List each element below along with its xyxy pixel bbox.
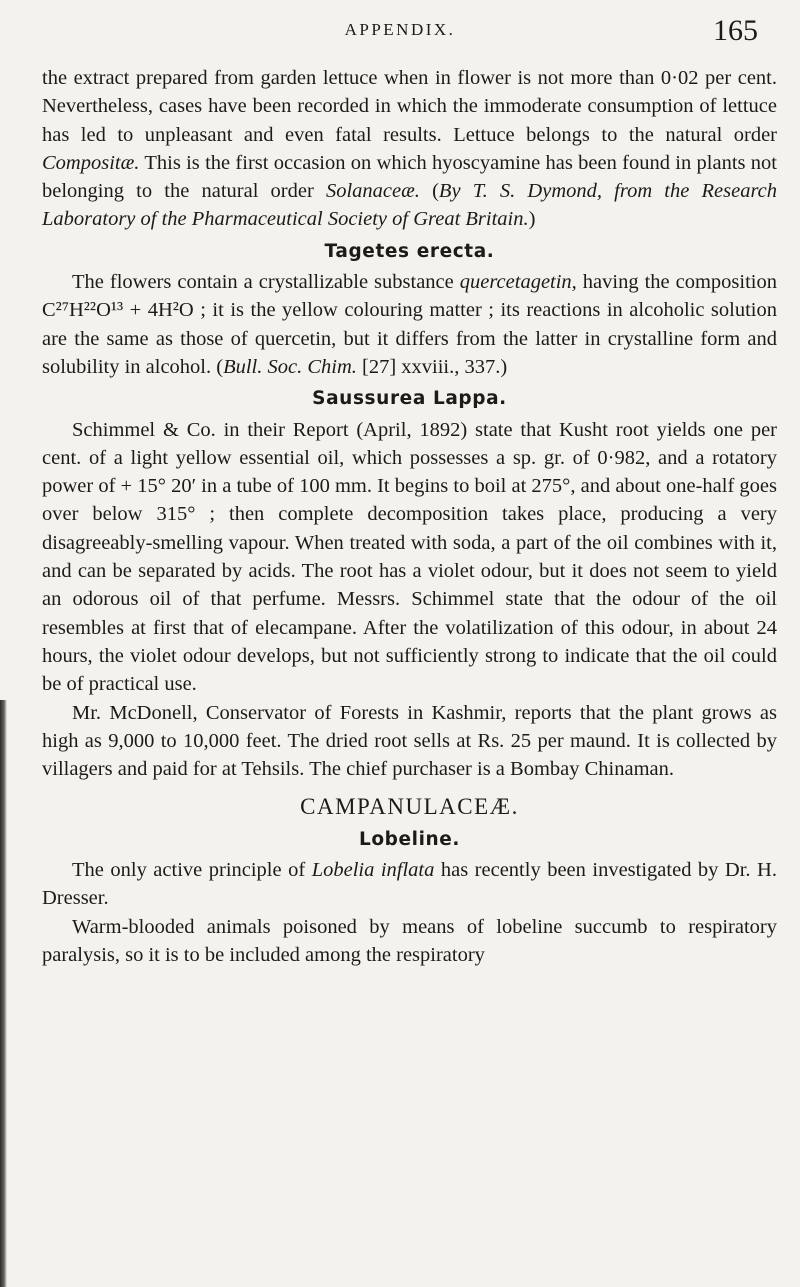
italic-term: Solanaceæ. bbox=[325, 180, 420, 203]
paragraph-text: the extract prepared from garden lettuce when in flower is not more than 0·02 per cent. Nevertheless, cases have been recorded in which the immoderate consumption of lettuce has led to unpleasant and even fatal results. Lettuce belongs to the natural order bbox=[42, 67, 777, 146]
section-title-lobeline: Lobeline. bbox=[358, 828, 461, 850]
section-title-tagetes: Tagetes erecta. bbox=[324, 240, 495, 262]
italic-term: Compositæ. bbox=[42, 151, 140, 174]
running-head: APPENDIX. bbox=[344, 20, 456, 39]
paragraph-text: ) bbox=[528, 208, 536, 231]
citation: By T. S. Dymond, from the Research Laboratory of the Pharmaceutical Society of Great Britain. bbox=[42, 180, 778, 231]
paragraph-text: having the composition C²⁷H²²O¹³ + 4H²O ; it is the yellow colouring matter ; its reactions in alcoholic solution are the same as those of quercetin, but it differs from the latter in crystalline form and solubility in alcohol. ( bbox=[42, 271, 777, 378]
paragraph-text: This is the first occasion on which hyoscyamine has been found in plants not belonging to the natural order bbox=[42, 151, 777, 203]
page-header bbox=[0, 16, 800, 56]
paragraph-text: [27] xxviii., 337.) bbox=[356, 355, 508, 378]
italic-term: Lobelia inflata bbox=[311, 859, 435, 882]
page-body bbox=[42, 64, 777, 969]
paragraph-lettuce bbox=[42, 64, 777, 234]
paragraph-text: The flowers contain a crystallizable substance bbox=[72, 271, 460, 294]
paragraph-lobeline-2: Warm-blooded animals poisoned by means of lobeline succumb to respiratory paralysis, so it is to be included among the respiratory bbox=[42, 915, 777, 966]
citation: Bull. Soc. Chim. bbox=[223, 355, 357, 378]
paragraph-saussurea-2: Mr. McDonell, Conservator of Forests in Kashmir, reports that the plant grows as high as 9,000 to 10,000 feet. The dried root sells at Rs. 25 per maund. It is collected by villagers and paid for at Tehsils. The chief purchaser is a Bombay Chinaman. bbox=[42, 701, 777, 781]
paragraph-tagetes bbox=[42, 268, 777, 381]
paragraph-text: has recently been investigated by Dr. H. Dresser. bbox=[42, 859, 777, 910]
italic-term: quercetagetin, bbox=[459, 271, 577, 294]
paragraph-text: ( bbox=[419, 180, 439, 203]
section-title-saussurea: Saussurea Lappa. bbox=[312, 388, 507, 410]
paragraph-saussurea-1: Schimmel & Co. in their Report (April, 1892) state that Kusht root yields one per cent. of a light yellow essential oil, which possesses a sp. gr. of 0·982, and a rotatory power of + 15° 20′ in a tube of 100 mm. It begins to boil at 275°, and about one-half goes over below 315° ; then complete decomposition takes place, producing a very disagreeably-smelling vapour. When treated with soda, a part of the oil combines with it, and can be separated by acids. The root has a violet odour, but it does not seem to yield an odorous oil of that perfume. Messrs. Schimmel state that the odour of the oil resembles at first that of elecampane. After the volatilization of this odour, in about 24 hours, the violet odour develops, but not sufficiently strong to indicate that the oil could be of practical use. bbox=[42, 418, 777, 696]
page-number: 165 bbox=[713, 14, 758, 47]
paragraph-lobeline-1 bbox=[42, 856, 777, 913]
binding-shadow bbox=[0, 700, 7, 1287]
paragraph-text: The only active principle of bbox=[72, 859, 312, 882]
family-title: CAMPANULACEÆ. bbox=[300, 794, 519, 820]
